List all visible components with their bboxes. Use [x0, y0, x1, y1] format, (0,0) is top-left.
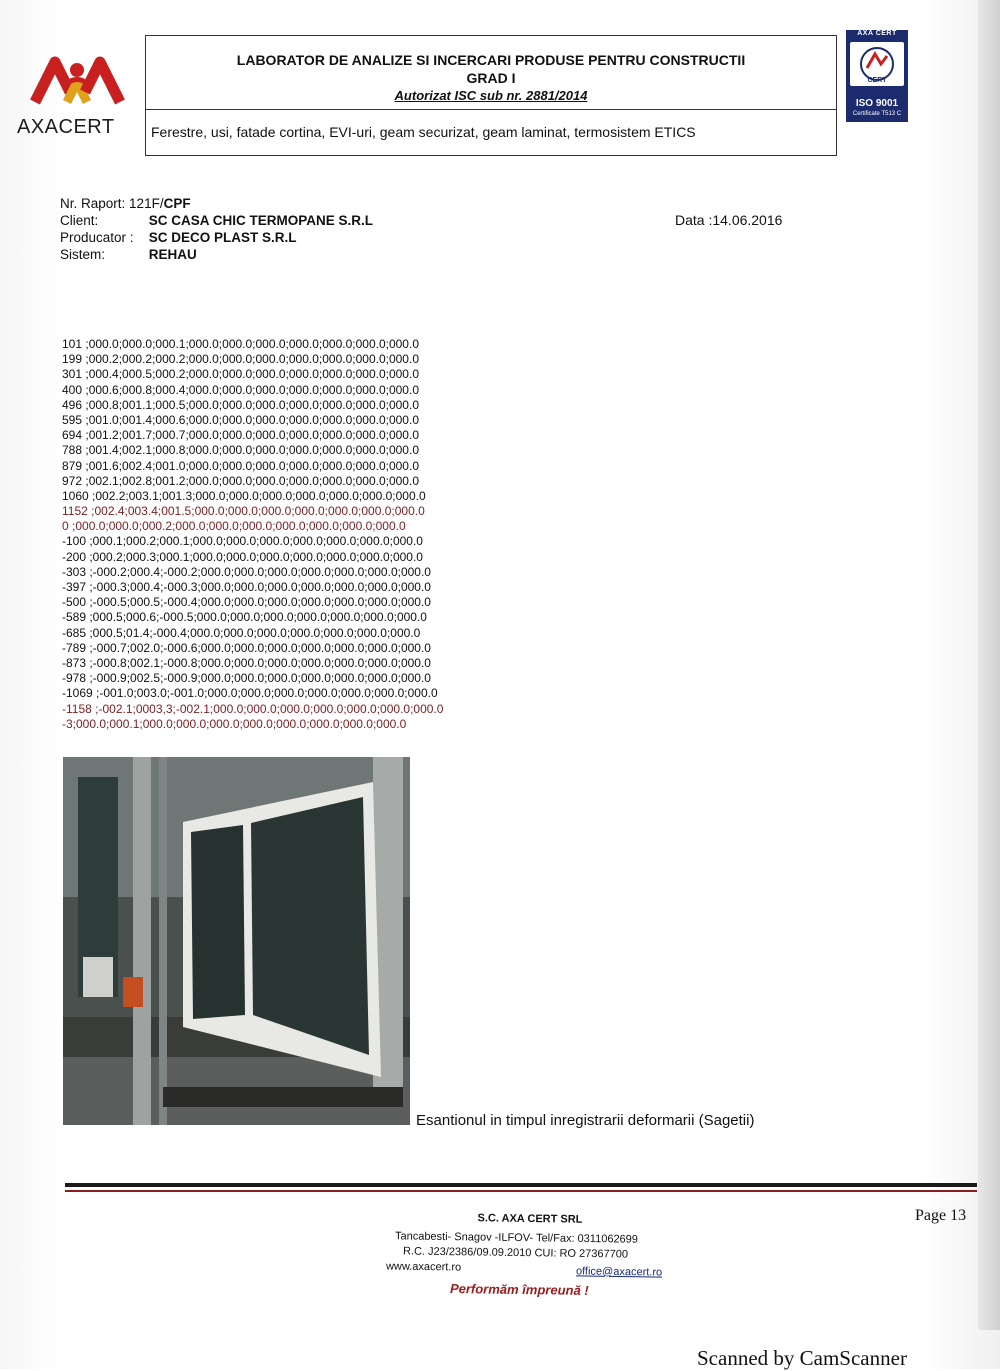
data-row: 101 ;000.0;000.0;000.1;000.0;000.0;000.0;000.0;000.0;000.0;000.0: [62, 337, 419, 351]
photo-caption: Esantionul in timpul inregistrarii deformarii (Sagetii): [416, 1112, 755, 1129]
data-row: -303 ;-000.2;000.4;-000.2;000.0;000.0;000.0;000.0;000.0;000.0;000.0: [62, 564, 431, 579]
badge-seal-text: CERT: [867, 77, 887, 84]
data-row: -3;000.0;000.1;000.0;000.0;000.0;000.0;000.0;000.0;000.0;000.0: [62, 716, 407, 731]
system-label: Sistem:: [60, 247, 106, 262]
data-row: 788 ;001.4;002.1;000.8;000.0;000.0;000.0;000.0;000.0;000.0;000.0: [62, 443, 419, 458]
data-row: 972 ;002.1;002.8;001.2;000.0;000.0;000.0;000.0;000.0;000.0;000.0: [62, 473, 419, 488]
system-row: [60, 246, 373, 263]
footer-registration: R.C. J23/2386/09.09.2010 CUI: RO 27367700: [402, 1245, 629, 1261]
report-meta: [60, 195, 373, 263]
footer-rule-red: [65, 1190, 977, 1192]
client-name: SC CASA CHIC TERMOPANE S.R.L: [148, 213, 374, 228]
footer-website-link[interactable]: www.axacert.ro: [385, 1260, 462, 1274]
footer-rule-black: [65, 1183, 977, 1187]
badge-iso-label: ISO 9001: [855, 98, 899, 109]
footer-company: S.C. AXA CERT SRL: [477, 1212, 583, 1226]
system-name: REHAU: [148, 247, 197, 262]
producer-row: [60, 229, 373, 246]
data-row: -789 ;-000.7;002.0;-000.6;000.0;000.0;000.0;000.0;000.0;000.0;000.0: [62, 640, 431, 655]
producer-name: SC DECO PLAST S.R.L: [148, 230, 297, 245]
data-row: 694 ;001.2;001.7;000.7;000.0;000.0;000.0;000.0;000.0;000.0;000.0: [62, 428, 419, 443]
footer-address: Tancabesti- Snagov -ILFOV- Tel/Fax: 0311062699: [394, 1230, 639, 1246]
data-row: 496 ;000.8;001.1;000.5;000.0;000.0;000.0;000.0;000.0;000.0;000.0: [62, 397, 419, 412]
footer-slogan: Performăm împreună !: [449, 1281, 589, 1298]
test-sample-photo: [63, 757, 410, 1125]
data-row: -978 ;-000.9;002.5;-000.9;000.0;000.0;000.0;000.0;000.0;000.0;000.0: [62, 671, 431, 686]
authorization-line: Autorizat ISC sub nr. 2881/2014: [394, 88, 588, 103]
laboratory-title: LABORATOR DE ANALIZE SI INCERCARI PRODUSE PENTRU CONSTRUCTII: [236, 52, 746, 68]
report-number-label: Nr. Raport:: [60, 196, 126, 211]
report-date: Data :14.06.2016: [675, 212, 783, 228]
data-row: -873 ;-000.8;002.1;-000.8;000.0;000.0;000.0;000.0;000.0;000.0;000.0: [62, 655, 431, 670]
header-box: [145, 35, 837, 156]
report-number: 121F/: [129, 196, 164, 211]
data-row: 199 ;000.2;000.2;000.2;000.0;000.0;000.0;000.0;000.0;000.0;000.0: [62, 352, 419, 367]
page-number: Page 13: [915, 1207, 967, 1224]
data-row: -397 ;-000.3;000.4;-000.3;000.0;000.0;000.0;000.0;000.0;000.0;000.0: [62, 580, 431, 594]
data-row: -1158 ;-002.1;0003,3;-002.1;000.0;000.0;000.0;000.0;000.0;000.0;000.0: [62, 701, 444, 716]
data-row: -500 ;-000.5;000.5;-000.4;000.0;000.0;000.0;000.0;000.0;000.0;000.0: [62, 595, 431, 610]
badge-cert-number: Certificate T513 C: [852, 111, 902, 117]
data-row: -1069 ;-001.0;003.0;-001.0;000.0;000.0;000.0;000.0;000.0;000.0;000.0: [62, 686, 438, 701]
logo-wordmark: AXACERT: [17, 116, 115, 138]
scanner-watermark: Scanned by CamScanner: [697, 1346, 907, 1370]
data-row: 1060 ;002.2;003.1;001.3;000.0;000.0;000.0;000.0;000.0;000.0;000.0: [62, 488, 426, 503]
badge-brand: AXA CERT: [857, 30, 897, 37]
badge-seal: [850, 42, 904, 86]
data-row: 400 ;000.6;000.8;000.4;000.0;000.0;000.0;000.0;000.0;000.0;000.0: [62, 382, 419, 397]
iso-certification-badge: [846, 30, 908, 122]
producer-label: Producator :: [60, 230, 134, 245]
page-edge-shadow: [978, 0, 1000, 1330]
data-row: 1152 ;002.4;003.4;001.5;000.0;000.0;000.0;000.0;000.0;000.0;000.0: [62, 504, 425, 519]
client-row: [60, 212, 373, 229]
header-divider: [146, 109, 836, 110]
data-row: -589 ;000.5;000.6;-000.5;000.0;000.0;000.0;000.0;000.0;000.0;000.0: [62, 610, 427, 625]
laboratory-grade: GRAD I: [466, 70, 516, 86]
report-number-row: [60, 195, 373, 212]
data-row: 0 ;000.0;000.0;000.2;000.0;000.0;000.0;000.0;000.0;000.0;000.0: [62, 519, 406, 534]
data-row: 301 ;000.4;000.5;000.2;000.0;000.0;000.0;000.0;000.0;000.0;000.0: [62, 367, 419, 382]
report-number-suffix: CPF: [163, 196, 191, 211]
measurement-data: [62, 337, 443, 732]
client-label: Client:: [60, 213, 99, 228]
data-row: -100 ;000.1;000.2;000.1;000.0;000.0;000.0;000.0;000.0;000.0;000.0: [62, 534, 423, 549]
data-row: -685 ;000.5;01.4;-000.4;000.0;000.0;000.0;000.0;000.0;000.0;000.0: [62, 625, 421, 640]
cert-seal-icon: [850, 42, 904, 86]
data-row: -200 ;000.2;000.3;000.1;000.0;000.0;000.0;000.0;000.0;000.0;000.0: [62, 549, 423, 564]
footer-email-link[interactable]: office@axacert.ro: [575, 1265, 663, 1279]
data-row: 595 ;001.0;001.4;000.6;000.0;000.0;000.0;000.0;000.0;000.0;000.0: [62, 412, 419, 427]
data-row: 879 ;001.6;002.4;001.0;000.0;000.0;000.0;000.0;000.0;000.0;000.0: [62, 458, 419, 473]
laboratory-scope: Ferestre, usi, fatade cortina, EVI-uri, geam securizat, geam laminat, termosistem ETICS: [151, 124, 696, 140]
